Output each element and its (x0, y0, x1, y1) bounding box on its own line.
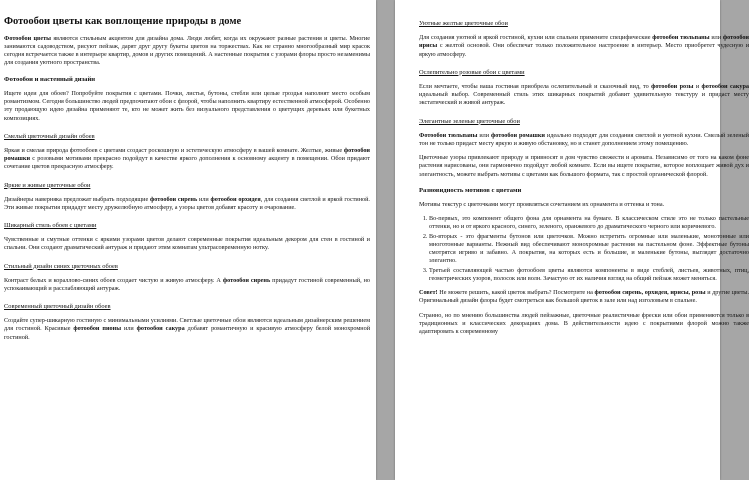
paragraph-wall-design: Ищете идеи для обоев? Попробуйте покрытия с цветами. Почки, листья, бутоны, стебли или целые гроздья наполнят место особым романтизмом. Сегодня большинство людей предпочитают обои с флорой, чтобы наполнить квартиру естественной атмосферой. Особенно эту продающую идею дизайна применяют те, кто не может жить без визуального представления о цветущих деревьях или букетных композициях. (4, 89, 370, 122)
document-title: Фотообои цветы как воплощение природы в доме (4, 16, 242, 27)
subheading-chic-style: Шикарный стиль обоев с цветами (4, 222, 97, 230)
paragraph-bright-lively: Дизайнеры наверняка предложат выбрать подходящие фотообои сирень или фотообои орхидея, для создания светлой и яркой гостиной. Эти живые покрытия придадут месту дружелюбную атмосферу, а узоры цветов добавят красоту и очарование. (4, 195, 370, 211)
paragraph-chic-style: Чувственные и смутные оттенки с яркими узорами цветов делают современные покрытия идеальным декором для стен в гостиной и спальни. Они создают драматический антураж и придают этим комнатам ультрасовременную нотку. (4, 236, 370, 252)
paragraph-modern-design: Создайте супер-шикарную гостиную с минимальными усилиями. Светлые цветочные обои являются идеальным дизайнерским решением для гостиной. Красивые фотообои пионы или фотообои сакура добавят романтичную и красивую атмосферу белой монохромной гостиной. (4, 317, 370, 341)
list-item: 3. Третьей составляющей частью фотообоев цветы являются компоненты в виде стеблей, листьев, животных, птиц, геометрических узоров, полосок или волн. Зачастую от их наличия взгляд на общий пейзаж может меняться. (429, 267, 749, 284)
paragraph-green-elegant: Фотообои тюльпаны или фотообои ромашки идеально подходят для создания светлой и уютной кухни. Смелый зеленый тон не только придаст месту яркую и живую обстановку, но и станет дополнением этому помещению. (419, 131, 749, 147)
paragraph-pink-dazzling: Если мечтаете, чтобы ваша гостиная приобрела ослепительный и сказочный вид, то фотообои розы и фотообои сакура идеальный выбор. Современный стиль этих шикарных покрытий добавит удивительную текстуру и придаст месту экстатический и живой антураж. (419, 82, 749, 107)
subheading-modern-design: Современный цветочный дизайн обоев (4, 303, 111, 311)
list-item: 1. Во-первых, это компонент общего фона для орнамента на бумаге. В классическом стиле это не только пастельные оттенки, но и от яркого красного, синего, зеленого, оранжевого до драматического черного или коричневого. (429, 215, 749, 232)
section-heading-motif-variety: Разновидность мотивов с цветами (419, 186, 522, 194)
paragraph-motif-variety: Мотивы текстур с цветочками могут проявляться сочетанием их орнамента и оттенка и тона. (419, 200, 665, 208)
intro-paragraph: Фотообои цветы являются стильным акцентом для дизайна дома. Люди любят, когда их окружают разные растения и цветы. Многие занимаются садоводством, рисуют пейзаж, дарят друг другу букеты цветов на торжествах. Как не странно многообразный мир красок сегодня встречается также в интерьере квартир, домов и других помещений. А настенные покрытия с узорами флоры просто незаменимы для создания уютного пространства. (4, 34, 370, 67)
section-heading-wall-design: Фотообои и настенный дизайн (4, 75, 96, 83)
subheading-blue-design: Стильный дизайн синих цветочных обоев (4, 262, 118, 270)
paragraph-blue-design: Контраст белых и кораллово-синих обоев создает чистую и живую атмосферу. А фотообои сирень придадут гостиной современный, но успокаивающий и расслабляющий антураж. (4, 276, 370, 292)
subheading-bright-lively: Яркие и живые цветочные обои (4, 181, 91, 189)
paragraph-yellow-cozy: Для создания уютной и яркой гостиной, кухни или спальни примените специфические фотообои тюльпаны или фотообои ирисы с желтой основой. Они обеспечат только положительное настроение в интерьер. Место приобретет чудесную и яркую атмосферу. (419, 34, 749, 58)
paragraph-bold-design: Яркая и смелая природа фотообоев с цветами создаст роскошную и эстетическую атмосферу в вашей комнате. Желтые, живые фотообои ромашки с розовыми мотивами прекрасно подойдут в качестве яркого дополнения к основному акценту в помещении. Обои придают сочетание цветов прекрасную атмосферу. (4, 146, 370, 171)
motif-list (419, 215, 749, 283)
document-page-right (395, 0, 749, 480)
subheading-yellow-cozy: Уютные желтые цветочные обои (419, 20, 508, 27)
subheading-bold-design: Смелый цветочный дизайн обоев (4, 132, 95, 140)
subheading-pink-dazzling: Ослепительно розовые обои с цветами (419, 68, 525, 76)
final-paragraph: Странно, но по мнению большинства людей пейзажные, цветочные реалистичные фрески или обои применяются только в традиционных и классических декорациях дома. В действительности идею с покрытиями флорой можно также адаптировать к современному (419, 311, 749, 336)
paragraph-floral-patterns: Цветочные узоры привлекают природу и привносят в дом чувство свежести и аромата. Независимо от того на каком фоне растения нарисованы, они гармонично подойдут любой комнате. Если вы ищете покрытие, которое воплощает живой дух и элегантность, можете выбрать мотивы с цветами как большого формата, так с простой органической флорой. (419, 154, 749, 178)
subheading-green-elegant: Элегантные зеленые цветочные обои (419, 117, 520, 125)
advice-paragraph: Совет! Не можете решить, какой цветок выбрать? Посмотрите на фотообои сирень, орхидея, ирисы, розы и другие цветы. Оригинальный дизайн флоры будет смотреться как большой цветок в зале или над изголовьем в спальне. (419, 289, 749, 305)
list-item: 2. Во-вторых - это фрагменты бутонов или цветочков. Можно встретить огромные или маленькие, монотонные или многотонные варианты. Нежный вид обеспечивают монохромные растения на пастельном фоне. Эффектные бутоны смотрятся игриво и забавно. А покрытия, на которых есть и большие, и маленькие бутоны, выглядят достаточно элегантно. (429, 233, 749, 266)
